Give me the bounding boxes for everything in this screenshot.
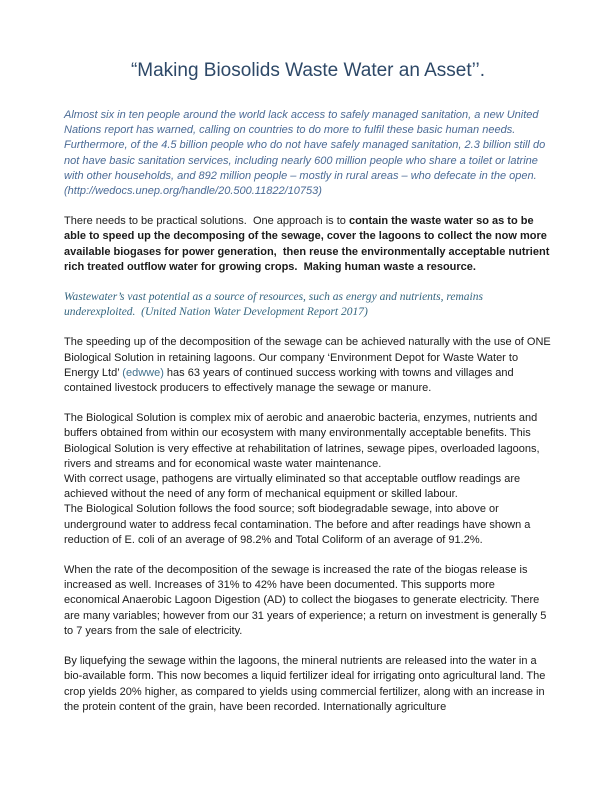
- biological-solution-readings: [64, 502, 552, 548]
- text-run: By liquefying the sewage within the lagoons, the mineral nutrients are released into the water in a bio-available form. This now becomes a liquid fertilizer ideal for irrigating onto agricultural land. The crop yields 20% higher, as compared to yields using commercial fertilizer, along with an increase in the protein content of the grain, have been recorded. Internationally agriculture: [64, 655, 549, 713]
- biogas-release: [64, 563, 552, 639]
- text-run: With correct usage, pathogens are virtually eliminated so that acceptable outflow readings are achieved without the need of any form of mechanical equipment or skilled labour.: [64, 473, 524, 501]
- text-run: When the rate of the decomposition of the sewage is increased the rate of the biogas release is increased as well. Increases of 31% to 42% have been documented. This supports more economical Anaerobic Lagoon Digestion (AD) to collect the biogases to generate electricity. There are many variables; however from our 31 years of experience; a return on investment is generally 5 to 7 years from the sale of electricity.: [64, 564, 550, 637]
- source-url-text: (http://wedocs.unep.org/handle/20.500.11822/10753): [64, 185, 322, 198]
- document-title: “Making Biosolids Waste Water an Asset’’.: [130, 60, 486, 81]
- text-run: Wastewater’s vast potential as a source of resources, such as energy and nutrients, remains underexploited. (United Nation Water Development Report 2017): [64, 291, 486, 319]
- text-run: The speeding up of the decomposition of the sewage can be achieved naturally with the use of ONE Biological Solution in retaining lagoons. Our company ‘Environment Depot for Waste Water to Energy Ltd’: [64, 336, 554, 379]
- page-content: [64, 58, 552, 730]
- text-run: Almost six in ten people around the world lack access to safely managed sanitation, a new United Nations report has warned, calling on countries to do more to fulfil these basic human needs. Furthermore, of the 4.5 billion people who do not have safely managed sanitation, 2.3 billion still do not have basic sanitation services, including nearly 600 million people who share a toilet or latrine with other households, and 892 million people – mostly in rural areas – who defecate in the open.: [64, 109, 549, 182]
- text-run: The Biological Solution is complex mix of aerobic and anaerobic bacteria, enzymes, nutrients and buffers obtained from within our ecosystem with many environmentally acceptable benefits. This Biological Solution is very effective at rehabilitation of latrines, sewage pipes, overloaded lagoons, rivers and streams and for economical waste water maintenance.: [64, 412, 543, 470]
- speeding-decomposition: [64, 335, 552, 396]
- biological-solution-description: [64, 411, 552, 472]
- company-abbreviation: (edwwe): [122, 366, 164, 379]
- biological-solution-pathogens: [64, 472, 552, 502]
- liquid-fertilizer: [64, 654, 552, 715]
- practical-solutions: [64, 214, 552, 275]
- text-run: has 63 years of continued success working with towns and villages and contained livestock producers to effectively manage the sewage or manure.: [64, 366, 517, 395]
- text-run: There needs to be practical solutions. One approach is to: [64, 215, 349, 228]
- un-water-report-quote: [64, 290, 552, 320]
- text-run-bold: contain the waste water so as to be able to speed up the decomposing of the sewage, cover the lagoons to collect the now more available biogases for power generation, then reuse the environmentally acceptable nutrient rich treated outflow water for growing crops. Making human waste a resource.: [64, 215, 553, 273]
- doc-body: [64, 108, 552, 715]
- text-run: The Biological Solution follows the food source; soft biodegradable sewage, into above or underground water to address fecal contamination. The before and after readings have shown a reduction of E. coli of an average of 98.2% and Total Coliform of an average of 91.2%.: [64, 503, 534, 546]
- intro-excerpt: [64, 108, 552, 199]
